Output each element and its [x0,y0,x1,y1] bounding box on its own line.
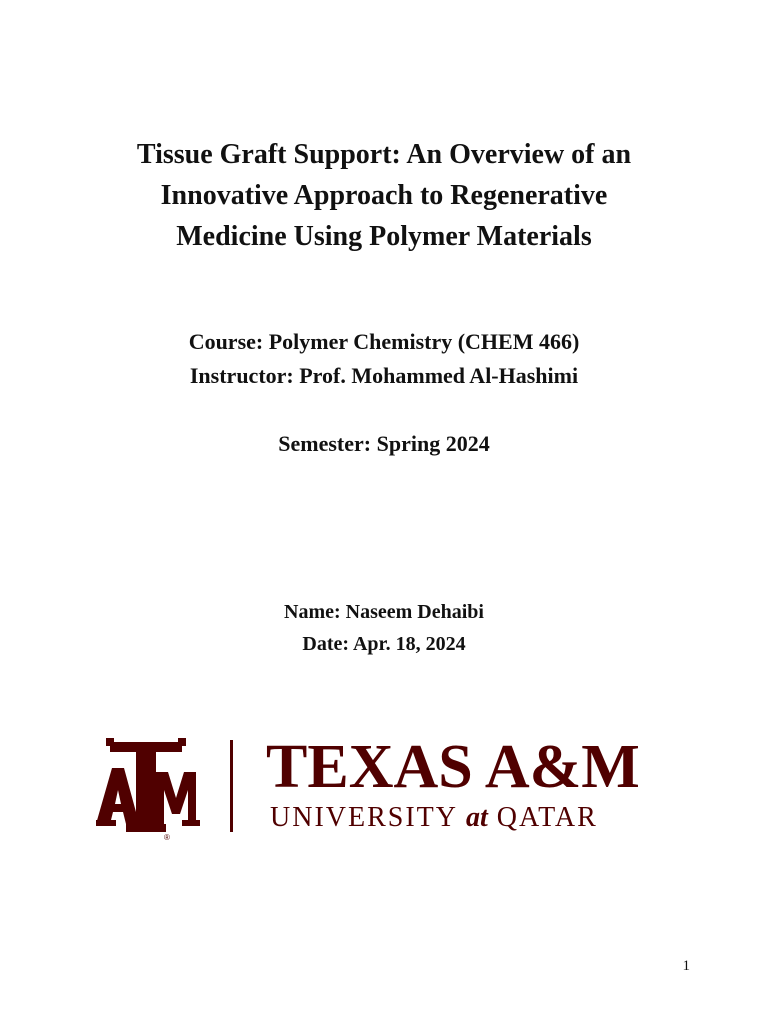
logo-texas-am: TEXAS A&M [266,733,640,801]
logo-at: at [465,802,488,833]
page-number: 1 [682,958,690,974]
instructor-line: Instructor: Prof. Mohammed Al-Hashimi [189,363,579,388]
student-name: Name: Naseem Dehaibi [284,601,484,623]
course-info [0,325,768,393]
emblem-a-shape [96,768,136,824]
document-title [0,134,768,257]
title-line-3: Medicine Using Polymer Materials [176,221,592,252]
student-info [0,596,768,660]
emblem-t-left-serif [106,738,114,746]
title-line-1: Tissue Graft Support: An Overview of an [136,139,632,170]
emblem-m-shape [156,772,196,824]
submission-date: Date: Apr. 18, 2024 [302,633,466,655]
registered-mark: ® [164,833,170,842]
course-line: Course: Polymer Chemistry (CHEM 466) [188,329,580,354]
logo-divider [230,740,233,832]
atm-emblem-logo [96,738,202,842]
logo-university-at-qatar [270,802,680,834]
emblem-m-foot [182,820,200,826]
emblem-t-right-serif [178,738,186,746]
title-line-2: Innovative Approach to Regenerative [160,180,608,211]
logo-qatar: QATAR [487,802,598,833]
emblem-t-foot [126,824,166,832]
emblem-a-foot [96,820,116,826]
emblem-t-stem [136,752,156,832]
logo-university: UNIVERSITY [270,802,466,833]
semester-line: Semester: Spring 2024 [278,431,490,456]
emblem-t-top-bar [110,742,182,752]
